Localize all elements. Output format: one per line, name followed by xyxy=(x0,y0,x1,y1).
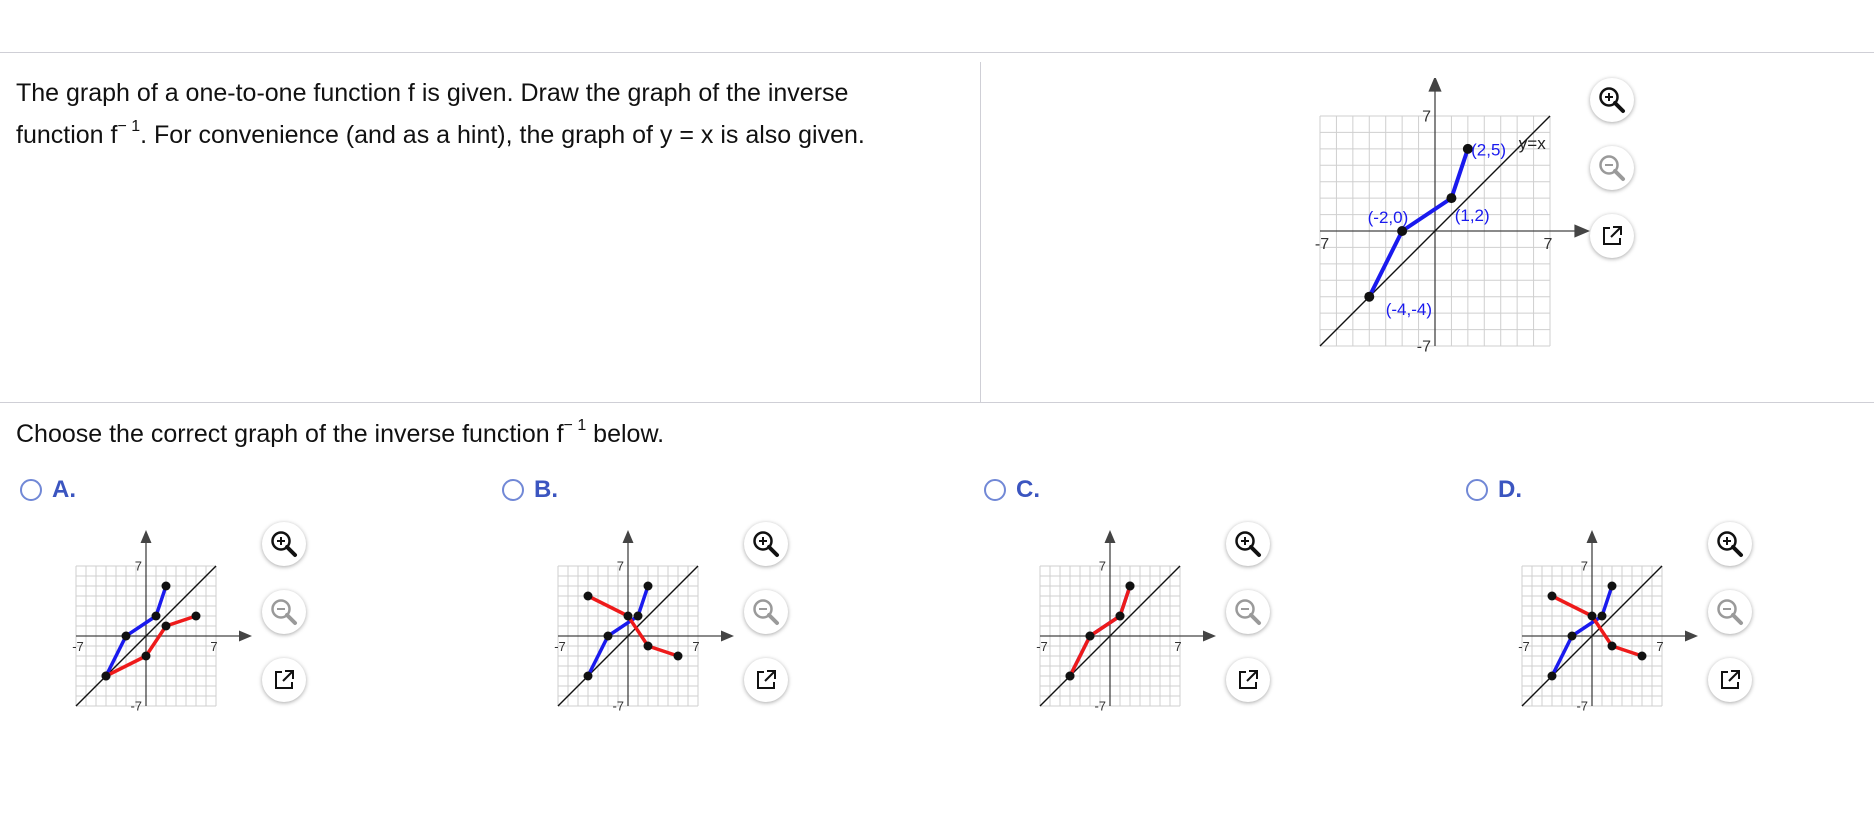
zoom-in-icon xyxy=(269,529,299,559)
vertical-divider xyxy=(980,62,981,402)
option-d-radio[interactable] xyxy=(1466,479,1488,501)
zoom-in-icon xyxy=(1715,529,1745,559)
inverse-point xyxy=(1548,592,1557,601)
option-a-zoom-in-button[interactable] xyxy=(262,522,306,566)
tick-label-y-max: 7 xyxy=(134,558,142,574)
zoom-out-icon xyxy=(269,597,299,627)
y-axis-arrow xyxy=(1105,530,1116,543)
option-a-popout-button[interactable] xyxy=(262,658,306,702)
tick-label-y-max: 7 xyxy=(1580,558,1588,574)
tick-label-x-max: 7 xyxy=(1174,639,1182,654)
x-axis-arrow xyxy=(721,631,734,642)
f-point xyxy=(162,582,171,591)
inverse-superscript: − 1 xyxy=(117,118,141,135)
tick-label-y-max: 7 xyxy=(616,558,624,574)
f-point xyxy=(584,672,593,681)
inverse-point xyxy=(1066,672,1075,681)
option-graph-group xyxy=(1518,530,1698,714)
option-b-radio[interactable] xyxy=(502,479,524,501)
option-c-zoom-out-button[interactable] xyxy=(1226,590,1270,634)
f-point xyxy=(1364,292,1374,302)
option-c-popout-button[interactable] xyxy=(1226,658,1270,702)
inverse-point xyxy=(1086,632,1095,641)
identity-line-label: y=x xyxy=(1518,133,1546,153)
f-point xyxy=(1568,632,1577,641)
option-graph-group xyxy=(72,530,252,714)
option-c-label: C. xyxy=(1016,476,1040,503)
x-axis-arrow xyxy=(1203,631,1216,642)
y-axis-arrow xyxy=(1587,530,1598,543)
option-c-graph xyxy=(1028,522,1228,718)
point-label-neg4-neg4: (-4,-4) xyxy=(1385,299,1432,319)
f-point xyxy=(1608,582,1617,591)
tick-label-y-min: -7 xyxy=(1416,338,1431,356)
point-label-1-2: (1,2) xyxy=(1454,206,1490,226)
prompt-line-2b: . For convenience (and as a hint), the graph of y = x is also given. xyxy=(140,121,865,149)
zoom-out-icon xyxy=(1597,153,1627,183)
tick-label-x-max: 7 xyxy=(692,639,700,654)
f-point xyxy=(604,632,613,641)
x-axis-arrow xyxy=(1574,224,1590,237)
inverse-point xyxy=(1588,612,1597,621)
f-point xyxy=(644,582,653,591)
inverse-point xyxy=(192,612,201,621)
option-c-radio[interactable] xyxy=(984,479,1006,501)
inverse-point xyxy=(644,642,653,651)
instruction-superscript: − 1 xyxy=(563,417,587,434)
option-a[interactable] xyxy=(20,476,76,504)
y-axis-arrow xyxy=(1428,78,1441,92)
f-point xyxy=(1397,226,1407,236)
option-d-popout-button[interactable] xyxy=(1708,658,1752,702)
zoom-out-icon xyxy=(1715,597,1745,627)
f-point xyxy=(1598,612,1607,621)
tick-label-y-max: 7 xyxy=(1098,558,1106,574)
point-label-2-5: (2,5) xyxy=(1471,140,1507,160)
option-a-zoom-out-button[interactable] xyxy=(262,590,306,634)
tick-label-x-min: -7 xyxy=(1314,236,1330,253)
option-c-zoom-in-button[interactable] xyxy=(1226,522,1270,566)
y-axis-arrow xyxy=(623,530,634,543)
tick-label-y-max: 7 xyxy=(1422,108,1431,126)
inverse-point xyxy=(1608,642,1617,651)
f-point xyxy=(634,612,643,621)
popout-icon xyxy=(1599,223,1625,249)
point-label-neg2-0: (-2,0) xyxy=(1367,207,1409,227)
option-a-radio[interactable] xyxy=(20,479,42,501)
inverse-point xyxy=(1126,582,1135,591)
tick-label-x-min: -7 xyxy=(1518,639,1530,654)
option-graph-group xyxy=(1036,530,1216,714)
tick-label-y-min: -7 xyxy=(1576,698,1588,714)
instruction-text: Choose the correct graph of the inverse function f xyxy=(16,420,564,448)
tick-label-y-min: -7 xyxy=(1094,698,1106,714)
f-point xyxy=(1446,193,1456,203)
prompt-line-2a: function f xyxy=(16,121,118,149)
main-popout-button[interactable] xyxy=(1590,214,1634,258)
tick-label-x-max: 7 xyxy=(210,639,218,654)
inverse-point xyxy=(624,612,633,621)
inverse-point xyxy=(1116,612,1125,621)
inverse-point xyxy=(584,592,593,601)
instruction-text-end: below. xyxy=(586,420,665,448)
tick-label-y-min: -7 xyxy=(612,698,624,714)
inverse-point xyxy=(102,672,111,681)
mid-divider xyxy=(0,402,1874,403)
option-d[interactable] xyxy=(1466,476,1522,504)
zoom-in-icon xyxy=(1597,85,1627,115)
tick-label-x-min: -7 xyxy=(1036,639,1048,654)
inverse-point xyxy=(162,622,171,631)
main-zoom-out-button[interactable] xyxy=(1590,146,1634,190)
inverse-point xyxy=(1638,652,1647,661)
option-d-zoom-in-button[interactable] xyxy=(1708,522,1752,566)
tick-label-x-max: 7 xyxy=(1543,236,1553,253)
zoom-out-icon xyxy=(1233,597,1263,627)
popout-icon xyxy=(271,667,297,693)
option-b-graph xyxy=(546,522,746,718)
inverse-point xyxy=(674,652,683,661)
f-point xyxy=(152,612,161,621)
option-c[interactable] xyxy=(984,476,1040,504)
inverse-point xyxy=(142,652,151,661)
instruction xyxy=(16,417,665,449)
prompt-line-1: The graph of a one-to-one function f is given. Draw the graph of the inverse xyxy=(16,79,849,107)
main-zoom-in-button[interactable] xyxy=(1590,78,1634,122)
option-a-label: A. xyxy=(52,476,76,503)
top-divider xyxy=(0,52,1874,53)
main-graph xyxy=(1300,78,1600,358)
f-point xyxy=(122,632,131,641)
popout-icon xyxy=(753,667,779,693)
option-b-label: B. xyxy=(534,476,558,503)
option-b-zoom-in-button[interactable] xyxy=(744,522,788,566)
option-d-label: D. xyxy=(1498,476,1522,503)
tick-label-y-min: -7 xyxy=(130,698,142,714)
f-point xyxy=(1548,672,1557,681)
tick-label-x-min: -7 xyxy=(72,639,84,654)
zoom-in-icon xyxy=(751,529,781,559)
question-prompt xyxy=(16,72,976,160)
option-graph-group xyxy=(554,530,734,714)
zoom-in-icon xyxy=(1233,529,1263,559)
option-b-zoom-out-button[interactable] xyxy=(744,590,788,634)
option-b[interactable] xyxy=(502,476,558,504)
option-d-graph xyxy=(1510,522,1710,718)
x-axis-arrow xyxy=(1685,631,1698,642)
tick-label-x-max: 7 xyxy=(1656,639,1664,654)
x-axis-arrow xyxy=(239,631,252,642)
y-axis-arrow xyxy=(141,530,152,543)
option-d-zoom-out-button[interactable] xyxy=(1708,590,1752,634)
option-a-graph xyxy=(64,522,264,718)
option-b-popout-button[interactable] xyxy=(744,658,788,702)
popout-icon xyxy=(1717,667,1743,693)
popout-icon xyxy=(1235,667,1261,693)
tick-label-x-min: -7 xyxy=(554,639,566,654)
zoom-out-icon xyxy=(751,597,781,627)
